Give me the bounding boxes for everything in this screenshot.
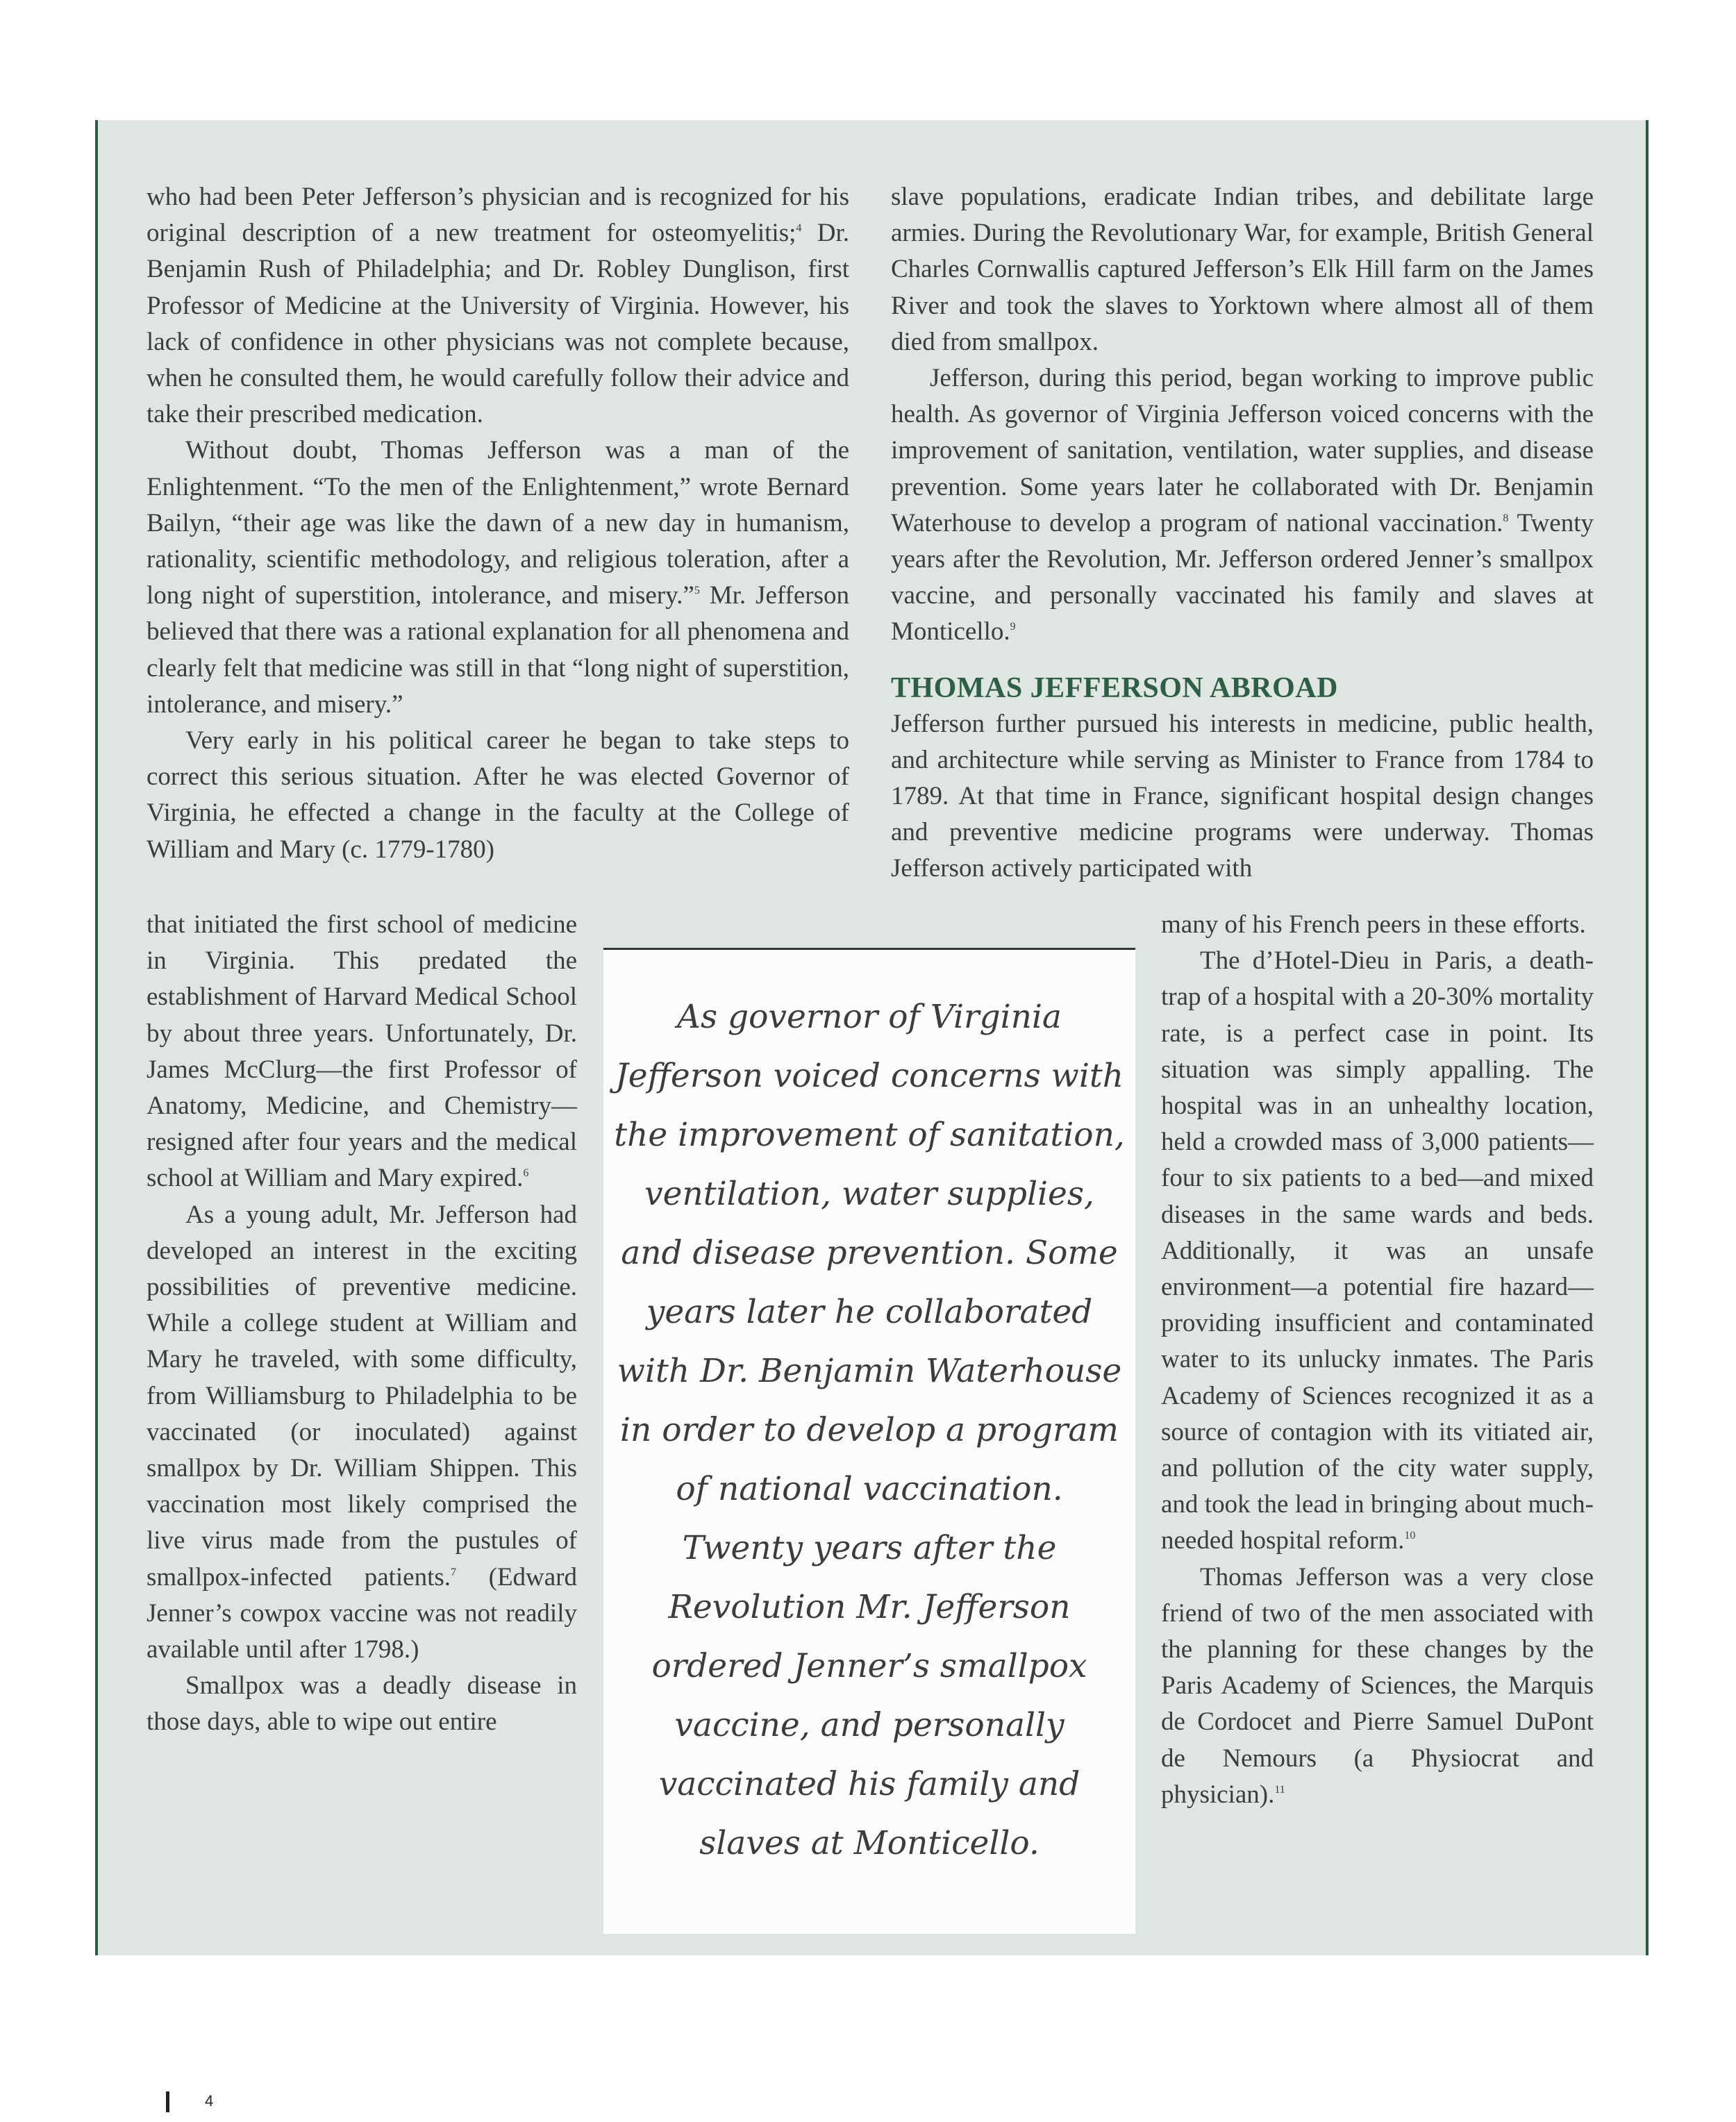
footnote-ref: 8 [1503,512,1509,524]
pull-quote-line: of national vaccination. [676,1470,1063,1508]
pull-quote-line: ordered Jenner’s smallpox [651,1647,1087,1685]
pull-quote-line: ventilation, water supplies, [644,1175,1094,1213]
paragraph [1161,1560,1594,1813]
paragraph-text: Twenty years after the Revolution, Mr. Jefferson ordered Jenner’s smallpox vaccine, and personally vaccinated his family and slaves at Monticello. [891,508,1594,646]
paragraph [1161,907,1594,943]
paragraph [147,907,577,1197]
paragraph-text: Mr. Jefferson believed that there was a rational explanation for all phenomena and clearly felt that medicine was still in that “long night of superstition, intolerance, and misery.” [147,581,849,719]
paragraph-text: slave populations, eradicate Indian tribes, and debilitate large armies. During the Revolutionary War, for example, British General Charles Cornwallis captured Jefferson’s Elk Hill farm on the James River and took the slaves to Yorktown where almost all of them died from smallpox. [891,183,1594,356]
paragraph-text: Smallpox was a deadly disease in those days, able to wipe out entire [147,1671,577,1737]
footnote-ref: 6 [523,1167,529,1180]
paragraph-text: The d’Hotel-Dieu in Paris, a death-trap of a hospital with a 20-30% mortality rate, is a perfect case in point. Its situation was simply appalling. The hospital was in an unhealthy location, held a crowded mass of 3,000 patients—four to six patients to a bed—and mixed diseases in the same wards and beds. Additionally, it was an unsafe environment—a potential fire hazard—providing insufficient and contaminated water to its unlucky inmates. The Paris Academy of Sciences recognized it as a source of contagion with its vitiated air, and pollution of the city water supply, and took the lead in bringing about much-needed hospital reform. [1161,946,1594,1555]
footnote-ref: 7 [451,1566,457,1578]
paragraph-text: (Edward Jenner’s cowpox vaccine was not readily available until after 1798.) [147,1562,578,1664]
paragraph-text: Very early in his political career he began to take steps to correct this serious situation. After he was elected Governor of Virginia, he effected a change in the faculty at the College of William and Mary (c. 1779-1780) [147,726,849,864]
page-number: 4 [205,2092,214,2110]
footnote-ref: 9 [1010,621,1016,633]
footnote-ref: 4 [796,222,802,235]
right-column-lower [1161,907,1594,1813]
paragraph-text: Jefferson, during this period, began working to improve public health. As governor of Virginia Jefferson voiced concerns with the improvement of sanitation, ventilation, water supplies, and disease prevention. Some years later he collaborated with Dr. Benjamin Waterhouse to develop a program of national vaccination. [891,364,1594,537]
pull-quote-line: slaves at Monticello. [699,1824,1040,1862]
pull-quote-line: and disease prevention. Some [621,1234,1118,1272]
paragraph [891,706,1594,887]
paragraph [147,723,849,868]
pull-quote-line: the improvement of sanitation, [614,1116,1125,1154]
folio-rule [166,2091,169,2112]
pull-quote-line: years later he collaborated [646,1293,1093,1331]
right-column-top [891,179,1594,887]
paragraph [1161,943,1594,1559]
left-column-lower [147,907,577,1741]
paragraph-text: that initiated the first school of medicine in Virginia. This predated the establishment of Harvard Medical School by about three years. Unfortunately, Dr. James McClurg—the first Professor of Anatomy, Medicine, and Chemistry—resigned after four years and the medical school at William and Mary expired. [147,910,577,1193]
paragraph [147,1668,577,1740]
pull-quote-line: Twenty years after the [682,1529,1057,1567]
footnote-ref: 10 [1404,1530,1416,1542]
paragraph [147,1197,577,1669]
paragraph [147,179,849,433]
section-heading: THOMAS JEFFERSON ABROAD [891,671,1338,704]
pull-quote-line: vaccine, and personally [674,1706,1065,1744]
paragraph-text: Dr. Benjamin Rush of Philadelphia; and Dr. Robley Dunglison, first Professor of Medicine at the University of Virginia. However, his lack of confidence in other physicians was not complete because, when he consulted them, he would carefully follow their advice and take their prescribed medication. [147,219,850,429]
paragraph-text: As a young adult, Mr. Jefferson had developed an interest in the exciting possibilities of preventive medicine. While a college student at William and Mary he traveled, with some difficulty, from Williamsburg to Philadelphia to be vaccinated (or inoculated) against smallpox by Dr. William Shippen. This vaccination most likely comprised the live virus made from the pustules of smallpox-infected patients. [147,1200,577,1591]
paragraph [147,433,849,723]
footnote-ref: 11 [1274,1783,1285,1796]
left-column-top [147,179,849,868]
paragraph-text: Jefferson further pursued his interests in medicine, public health, and architecture while serving as Minister to France from 1784 to 1789. At that time in France, significant hospital design changes and preventive medicine programs were underway. Thomas Jefferson actively participated with [891,709,1594,883]
pull-quote-line: Revolution Mr. Jefferson [668,1588,1071,1626]
pull-quote-line: with Dr. Benjamin Waterhouse [617,1352,1122,1390]
paragraph-text: Without doubt, Thomas Jefferson was a man of the Enlightenment. “To the men of the Enlightenment,” wrote Bernard Bailyn, “their age was like the dawn of a new day in humanism, rationality, scientific methodology, and religious toleration, after a long night of superstition, intolerance, and misery.” [147,436,849,610]
paragraph-text: who had been Peter Jefferson’s physician and is recognized for his original description of a new treatment for osteomyelitis; [147,183,849,248]
footnote-ref: 5 [694,585,700,597]
paragraph [891,179,1594,360]
paragraph-text: Thomas Jefferson was a very close friend of two of the men associated with the planning for these changes by the Paris Academy of Sciences, the Marquis de Cordocet and Pierre Samuel DuPont de Nemours (a Physiocrat and physician). [1161,1562,1594,1809]
paragraph [891,360,1594,651]
pull-quote-line: Jefferson voiced concerns with [615,1057,1124,1095]
paragraph-text: many of his French peers in these efforts. [1161,910,1586,939]
pull-quote-line: in order to develop a program [619,1411,1119,1449]
pull-quote [603,948,1135,1934]
pull-quote-line: As governor of Virginia [677,998,1062,1036]
pull-quote-line: vaccinated his family and [658,1765,1080,1803]
